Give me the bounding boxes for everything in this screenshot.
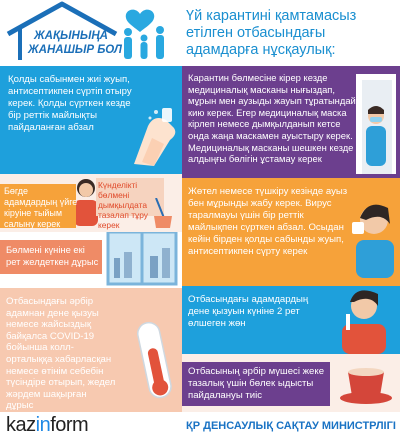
panel-temperature: [182, 286, 400, 354]
mop-bucket-icon: [150, 198, 176, 228]
thermometer-icon: [130, 318, 180, 408]
brand-part-a: kaz: [6, 414, 36, 436]
hand-sanitizer-icon: [124, 104, 182, 174]
contact-text: Бөгде адамдардың үйге кіруіне тыйым салыну керек: [4, 186, 78, 229]
window-icon: [102, 232, 182, 288]
cup-icon: [338, 362, 394, 406]
ministry-label: ҚР ДЕНСАУЛЫҚ САҚТАУ МИНИСТРЛІГІ: [186, 420, 396, 432]
logo-line1: ЖАҚЫНЫҢА: [34, 30, 108, 42]
panel-contact: [0, 174, 182, 232]
page-title: Үй карантині қамтамасыз етілген отбасындағы адамдарға нұсқаулық:: [186, 8, 357, 58]
clean-text: Күнделікті бөлмені дымқылдата тазалап тұру керек: [98, 180, 148, 230]
logo-line2: ЖАНАШЫР БОЛ: [28, 44, 122, 56]
brand-part-b: in: [35, 414, 51, 436]
panel-dishes: [182, 354, 400, 412]
covid-text: Отбасындағы әрбір адамнан дене қызуы немесе жайсыздық байқалса COVID-19 бойынша колл-орталыққа хабарласқан немесе өтінім себебін түсіндіре отырып, жедел жәрдем шақырған дұрыс: [6, 296, 116, 412]
family-icon: [118, 26, 178, 62]
wash-hands-text: Қолды сабынмен жиі жуып, антисептикпен сүртіп отыру керек. Қолды сүрткен кезде бір реттік майлықты пайдаланған абзал: [8, 74, 132, 133]
temperature-person-icon: [332, 286, 396, 354]
cough-text: Жөтел немесе түшкіру кезінде ауыз бен мұрынды жабу керек. Вирус таралмауы үшін бір реттік майлықпен сүрткен абзал. Осыдан кейін бірден қолды сабынды жуып, антисептикпен сүрту керек: [188, 186, 348, 257]
sneeze-person-icon: [344, 198, 400, 278]
panel-mask: [182, 66, 400, 178]
logo: [0, 0, 180, 66]
ventilate-text: Бөлмені күніне екі рет желдеткен дұрыс: [6, 244, 99, 267]
dishes-text: Отбасының әрбір мүшесі жеке тазалық үшін бөлек ыдысты пайдалануы тиіс: [188, 366, 325, 401]
masked-person-icon: [358, 106, 394, 166]
panel-ventilate: [0, 232, 182, 288]
kazinform-logo: [6, 414, 88, 437]
mask-text: Карантин бөлмесіне кірер кезде медициналық масканы нығыздап, мұрын мен аузыды жауып тұратындай кию керек. Егер медициналық маска кірлеп немесе дымқылданып кетсе онда жаңа маскамен ауыстыру керек. Медициналық масканы шешкен кезде алдыңғы бөлігін ұстамау керек: [188, 72, 356, 165]
panel-cough: [182, 178, 400, 286]
panel-covid: [0, 288, 182, 412]
brand-part-c: form: [50, 414, 89, 436]
temperature-text: Отбасындағы адамдардың дене қызуын күніне 2 рет өлшеген жөн: [188, 294, 309, 329]
panel-wash-hands: [0, 66, 182, 174]
